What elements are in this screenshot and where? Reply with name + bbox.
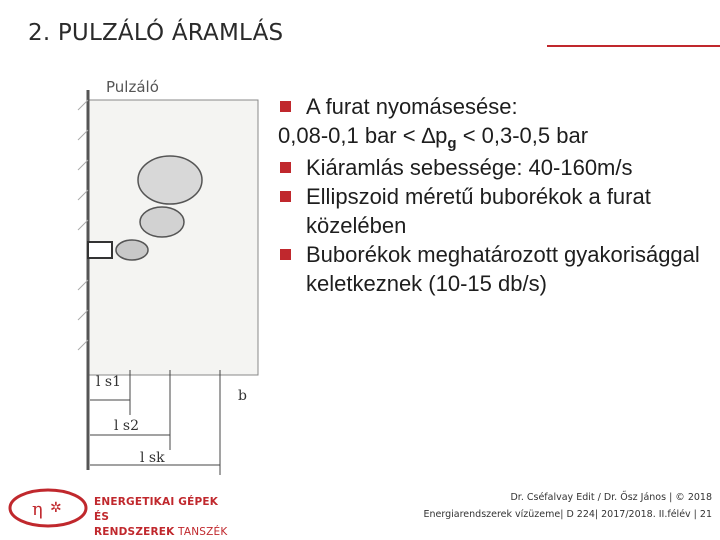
svg-text:✲: ✲	[50, 500, 62, 516]
footer-course	[424, 506, 713, 523]
bubble-large	[138, 156, 202, 204]
pressure-suffix: < 0,3-0,5 bar	[456, 123, 589, 148]
logo-line2-bold: RENDSZEREK	[94, 526, 175, 538]
footer-course-text: Energiarendszerek vízüzeme| D 224| 2017/2018. II.félév |	[423, 509, 700, 520]
slide-footer	[424, 489, 713, 523]
bullet-ellipsoid-bubbles	[278, 182, 716, 240]
title-accent-rule	[547, 45, 720, 47]
bullet-text: Buborékok meghatározott gyakorisággal keletkeznek (10-15 db/s)	[306, 242, 700, 296]
svg-text:η: η	[32, 499, 43, 520]
pressure-prefix: 0,08-0,1 bar < ∆p	[278, 123, 448, 148]
content-list	[278, 92, 718, 298]
sketch-drawing	[70, 70, 270, 480]
pressure-range-line	[278, 121, 718, 153]
pressure-subscript: g	[447, 135, 457, 152]
dim-label-lsk: l sk	[140, 450, 165, 466]
logo-line2	[94, 525, 236, 540]
square-bullet-icon	[280, 101, 291, 112]
logo-emblem-icon	[8, 488, 88, 528]
bullet-bubble-frequency	[278, 240, 716, 298]
footer-authors: Dr. Cséfalvay Edit / Dr. Ősz János | © 2018	[510, 492, 712, 503]
square-bullet-icon	[280, 162, 291, 173]
bullet-pressure-drop	[278, 92, 718, 121]
bubble-medium	[140, 207, 184, 237]
bullet-text: A furat nyomásesése:	[306, 94, 518, 119]
pulsating-flow-sketch	[70, 70, 270, 480]
bubble-small	[116, 240, 148, 260]
logo-line2-light: TANSZÉK	[174, 526, 228, 538]
vessel-outline	[88, 100, 258, 375]
logo-text	[94, 495, 236, 540]
dim-label-ls2: l s2	[114, 418, 140, 434]
nozzle	[88, 242, 112, 258]
logo-line1: ENERGETIKAI GÉPEK ÉS	[94, 496, 219, 523]
sketch-title: Pulzáló	[106, 78, 159, 96]
dim-label-b: b	[238, 388, 247, 404]
page-number: 21	[699, 509, 712, 520]
bullet-text: Ellipszoid méretű buborékok a furat közelében	[306, 184, 651, 238]
square-bullet-icon	[280, 249, 291, 260]
dim-label-ls1: l s1	[96, 374, 122, 390]
bullet-text: Kiáramlás sebessége: 40-160m/s	[306, 155, 633, 180]
slide-title: 2. PULZÁLÓ ÁRAMLÁS	[28, 20, 284, 46]
department-logo	[6, 486, 236, 538]
square-bullet-icon	[280, 191, 291, 202]
bullet-outflow-velocity	[278, 153, 636, 182]
